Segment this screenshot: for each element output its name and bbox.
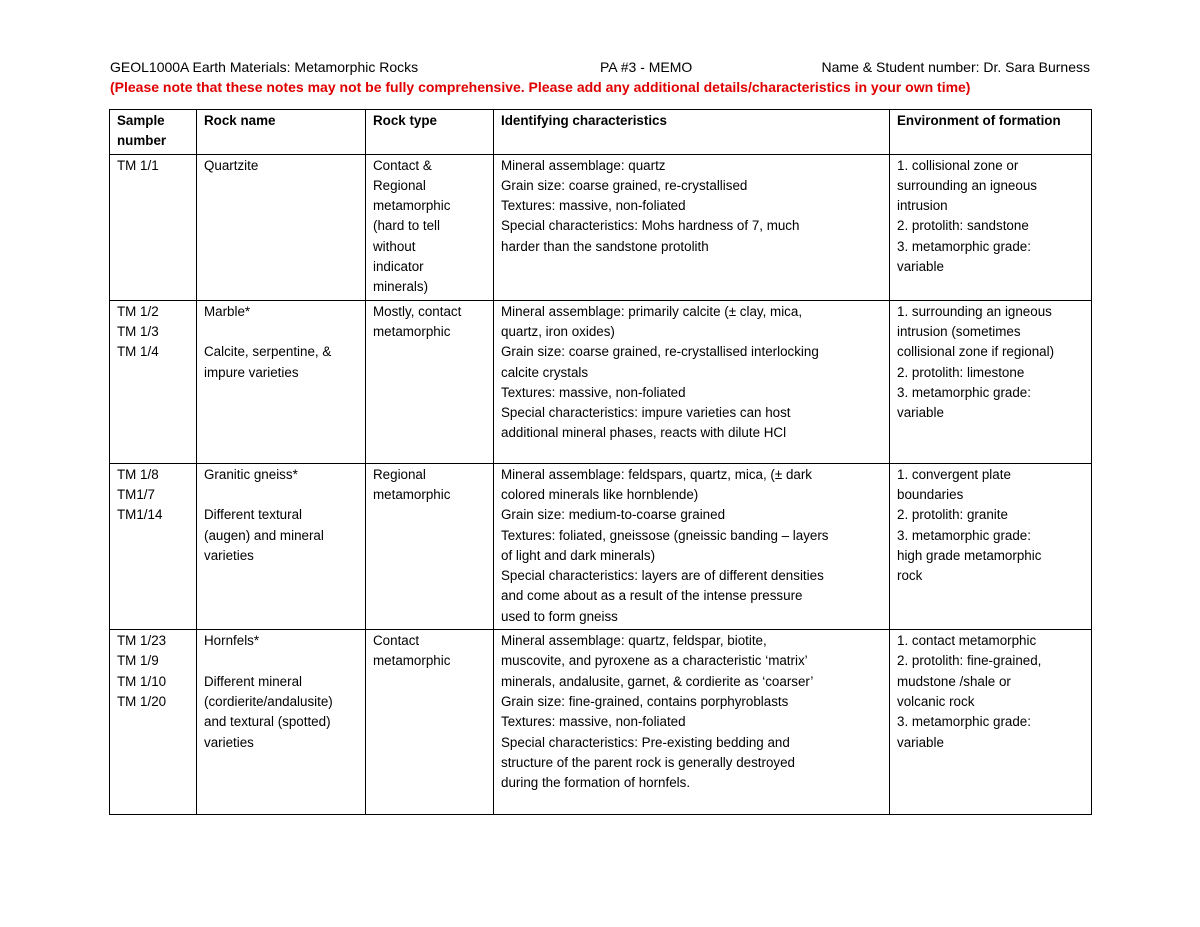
characteristic-line: Grain size: fine-grained, contains porphyroblasts bbox=[501, 693, 789, 709]
rock-name: Hornfels* bbox=[204, 633, 260, 649]
sample-number: TM 1/8 bbox=[117, 466, 159, 482]
characteristic-line: Textures: massive, non-foliated bbox=[501, 714, 686, 730]
sample-cell bbox=[110, 300, 197, 463]
characteristic-line: Textures: massive, non-foliated bbox=[501, 384, 686, 400]
author-name: Name & Student number: Dr. Sara Burness bbox=[821, 59, 1090, 75]
document-header bbox=[110, 58, 1090, 76]
sample-number: TM 1/2 bbox=[117, 303, 159, 319]
header-characteristics: Identifying characteristics bbox=[494, 110, 890, 155]
table-row bbox=[110, 300, 1092, 463]
characteristics-cell: Mineral assemblage: feldspars, quartz, mica, (± dark colored minerals like hornblende) Grain size: medium-to-coarse grained Textures: foliated, gneissose (gneissic banding – layers of light and dark minerals) Special characteristics: layers are of different densities and come about as a result of the intense pressure used to form gneiss bbox=[494, 463, 890, 629]
environment-cell: 1. surrounding an igneous intrusion (sometimes collisional zone if regional) 2. protolith: limestone 3. metamorphic grade: variable bbox=[890, 300, 1092, 463]
environment-line: 2. protolith: limestone bbox=[897, 364, 1025, 380]
sample-cell bbox=[110, 630, 197, 815]
header-rock-name: Rock name bbox=[197, 110, 366, 155]
characteristic-line: Grain size: medium-to-coarse grained bbox=[501, 507, 726, 523]
characteristics-cell: Mineral assemblage: primarily calcite (± clay, mica, quartz, iron oxides) Grain size: coarse grained, re-crystallised interlocking calcite crystals Textures: massive, non-foliated Special characteristics: impure varieties can host additional mineral phases, reacts with dilute HCl bbox=[494, 300, 890, 463]
assignment-title: PA #3 - MEMO bbox=[600, 59, 693, 75]
environment-line: 2. protolith: sandstone bbox=[897, 218, 1029, 234]
sample-number: TM 1/3 bbox=[117, 323, 159, 339]
table-header-row bbox=[110, 110, 1092, 155]
rock-type-cell: Regional metamorphic bbox=[366, 463, 494, 629]
rock-name: Quartzite bbox=[204, 157, 259, 173]
rock-name-cell: Granitic gneiss* Different textural (augen) and mineral varieties bbox=[197, 463, 366, 629]
environment-cell: 1. convergent plate boundaries 2. protolith: granite 3. metamorphic grade: high grade metamorphic rock bbox=[890, 463, 1092, 629]
environment-cell: 1. contact metamorphic 2. protolith: fine-grained, mudstone /shale or volcanic rock 3. metamorphic grade: variable bbox=[890, 630, 1092, 815]
characteristic-line: Grain size: coarse grained, re-crystallised bbox=[501, 177, 748, 193]
sample-number: TM 1/1 bbox=[117, 157, 159, 173]
rock-name-cell: Hornfels* Different mineral (cordierite/andalusite) and textural (spotted) varieties bbox=[197, 630, 366, 815]
rock-name-cell bbox=[197, 154, 366, 300]
rocks-table bbox=[109, 109, 1092, 815]
disclaimer-note: (Please note that these notes may not be fully comprehensive. Please add any additional details/characteristics in your own time) bbox=[110, 79, 971, 95]
sample-number: TM 1/4 bbox=[117, 344, 159, 360]
sample-cell bbox=[110, 154, 197, 300]
table-row bbox=[110, 463, 1092, 629]
rock-name-cell: Marble* Calcite, serpentine, & impure varieties bbox=[197, 300, 366, 463]
rock-name: Marble* bbox=[204, 303, 251, 319]
sample-cell bbox=[110, 463, 197, 629]
rock-type-cell: Contact & Regional metamorphic (hard to tell without indicator minerals) bbox=[366, 154, 494, 300]
rock-type-cell: Contact metamorphic bbox=[366, 630, 494, 815]
sample-number: TM1/14 bbox=[117, 507, 163, 523]
rock-type-cell: Mostly, contact metamorphic bbox=[366, 300, 494, 463]
header-rock-type: Rock type bbox=[366, 110, 494, 155]
sample-number: TM 1/9 bbox=[117, 653, 159, 669]
sample-number: TM1/7 bbox=[117, 486, 155, 502]
sample-number: TM 1/23 bbox=[117, 633, 167, 649]
environment-line: 1. contact metamorphic bbox=[897, 633, 1037, 649]
header-sample-number: Sample number bbox=[110, 110, 197, 155]
sample-number: TM 1/10 bbox=[117, 673, 167, 689]
characteristic-line: Textures: massive, non-foliated bbox=[501, 198, 686, 214]
table-row bbox=[110, 630, 1092, 815]
header-environment: Environment of formation bbox=[890, 110, 1092, 155]
characteristics-cell: Mineral assemblage: quartz Grain size: coarse grained, re-crystallised Textures: massive, non-foliated Special characteristics: Mohs hardness of 7, much harder than the sandstone protolith bbox=[494, 154, 890, 300]
environment-cell: 1. collisional zone or surrounding an igneous intrusion 2. protolith: sandstone 3. metamorphic grade: variable bbox=[890, 154, 1092, 300]
course-title: GEOL1000A Earth Materials: Metamorphic Rocks bbox=[110, 59, 419, 75]
characteristics-cell: Mineral assemblage: quartz, feldspar, biotite, muscovite, and pyroxene as a characteristic ‘matrix’ minerals, andalusite, garnet, & cordierite as ‘coarser’ Grain size: fine-grained, contains porphyroblasts Textures: massive, non-foliated Special characteristics: Pre-existing bedding and structure of the parent rock is generally destroyed during the formation of hornfels. bbox=[494, 630, 890, 815]
rock-name: Granitic gneiss* bbox=[204, 466, 298, 482]
table-row bbox=[110, 154, 1092, 300]
sample-number: TM 1/20 bbox=[117, 693, 167, 709]
environment-line: 2. protolith: granite bbox=[897, 507, 1008, 523]
characteristic-line: Mineral assemblage: quartz bbox=[501, 157, 666, 173]
